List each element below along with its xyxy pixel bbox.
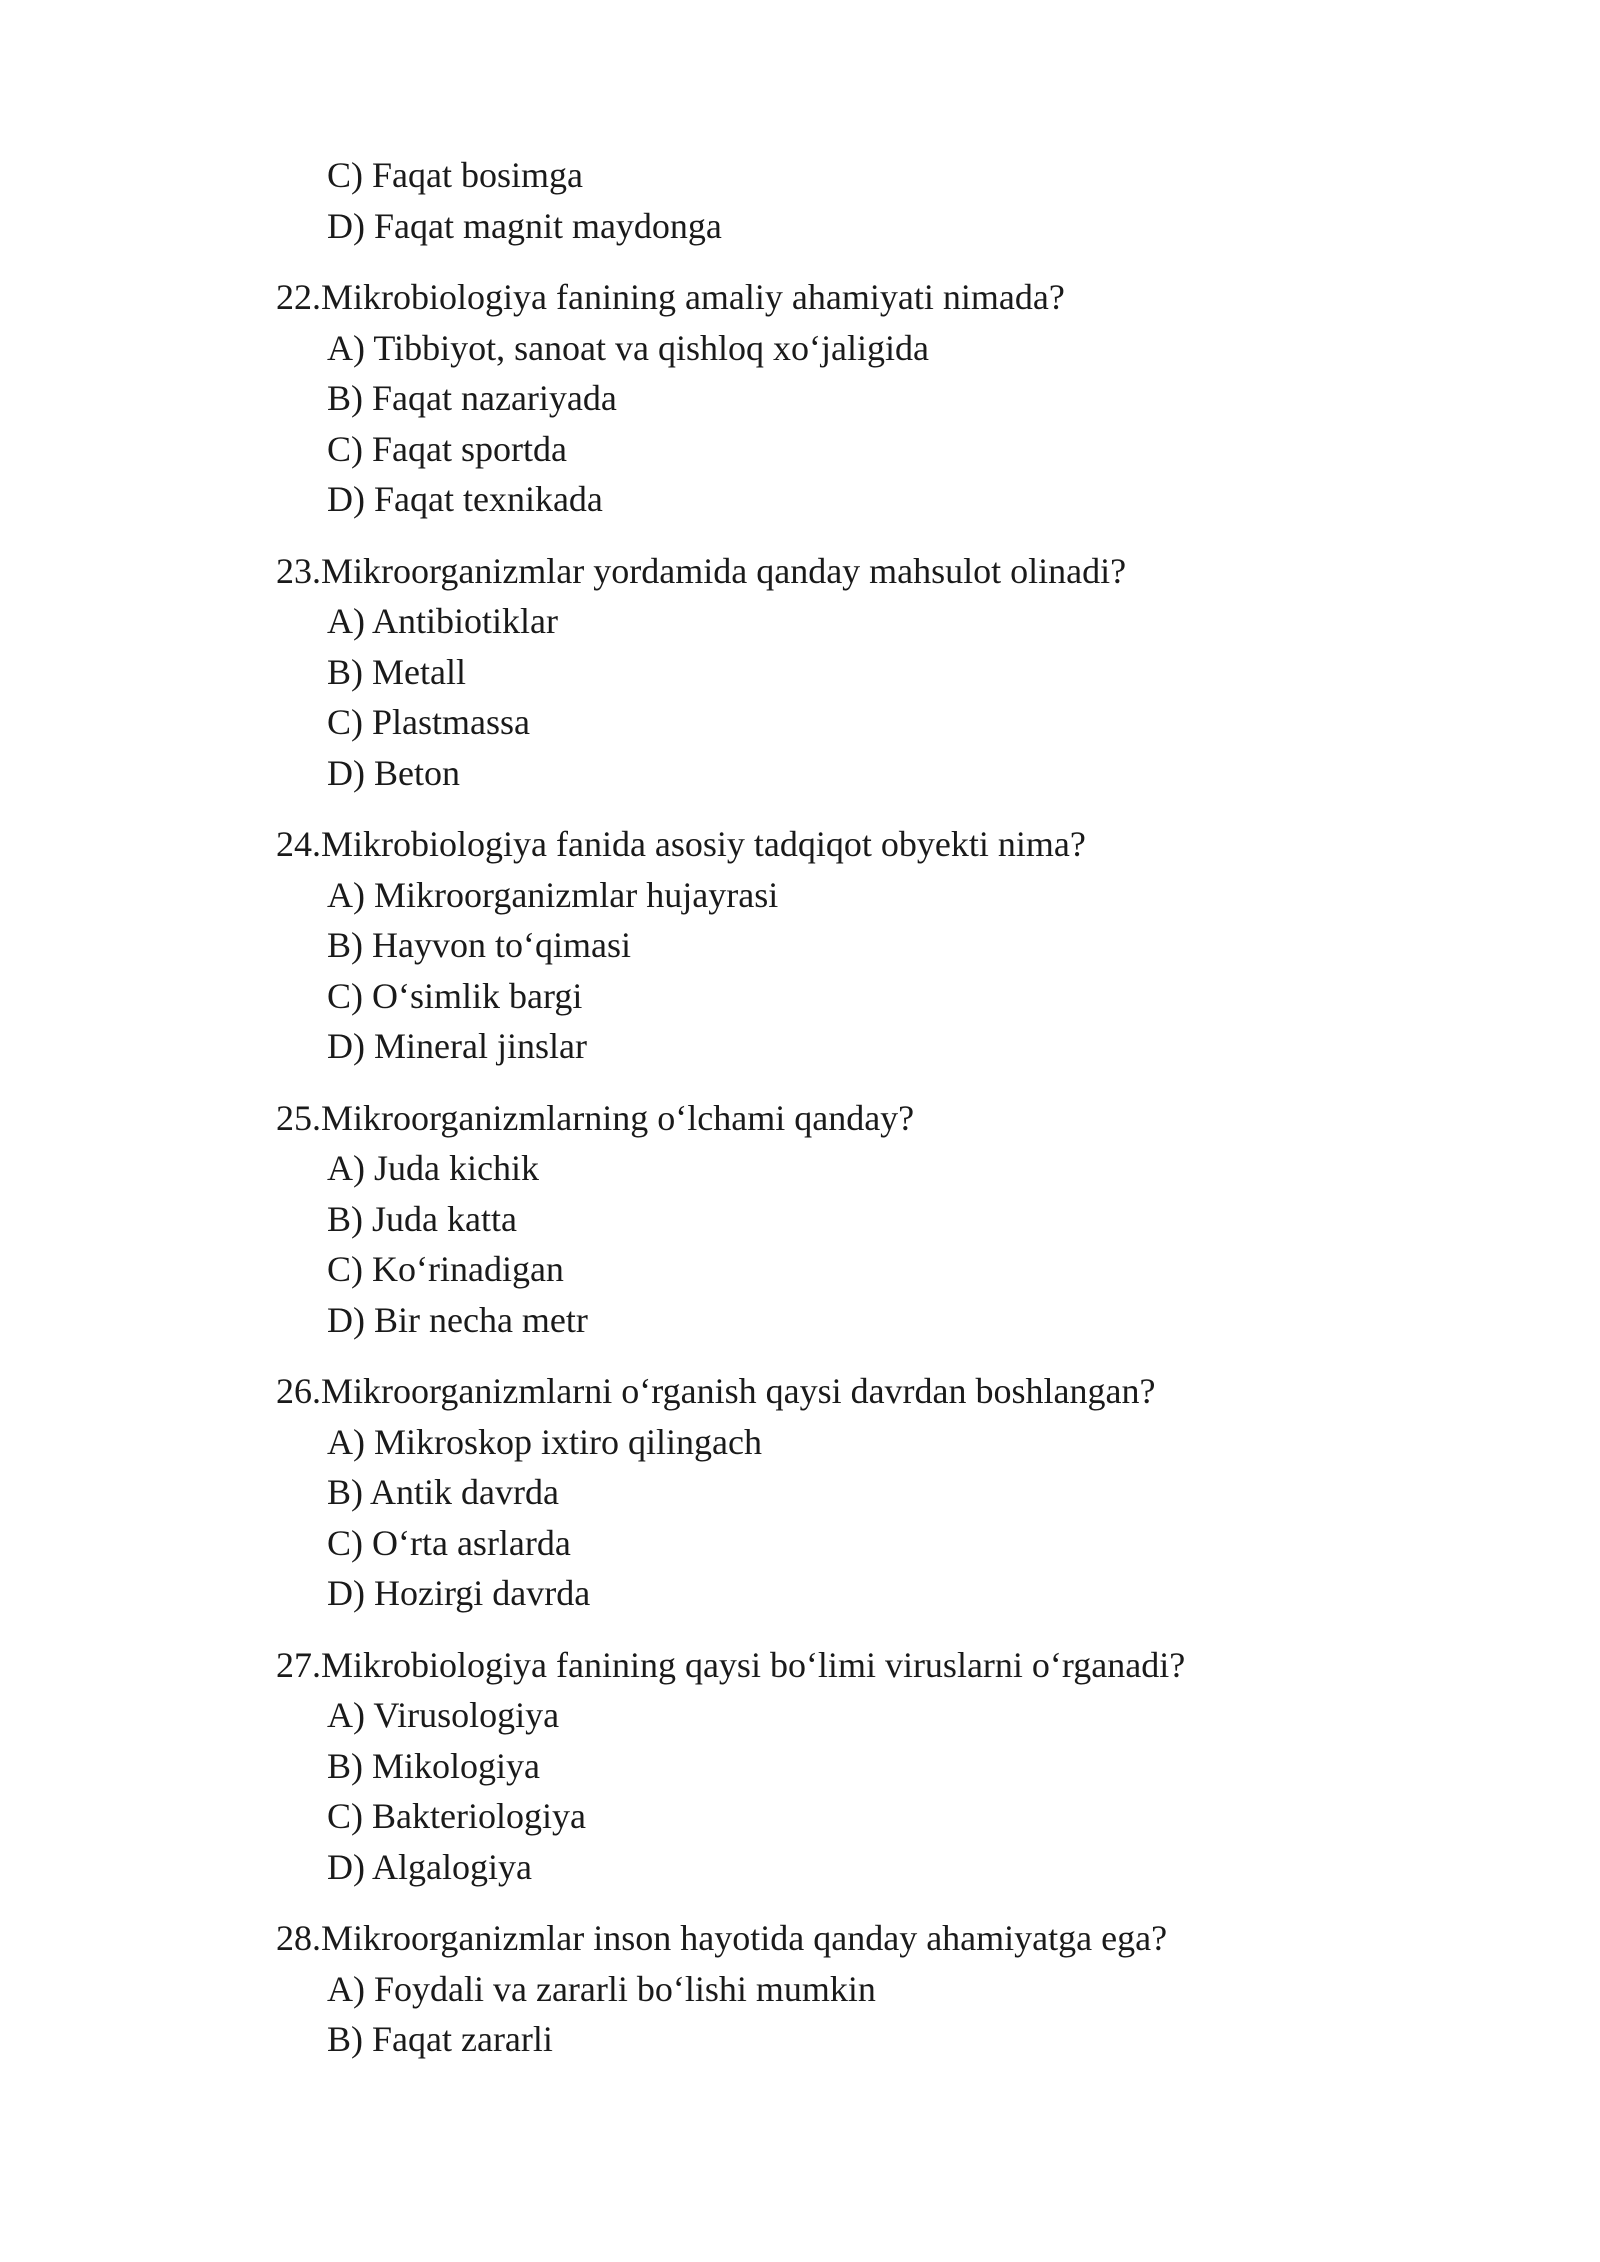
- option: B) Antik davrda: [327, 1472, 559, 1512]
- option: A) Antibiotiklar: [327, 601, 558, 641]
- question-block-22: [276, 272, 1376, 525]
- option: D) Bir necha metr: [327, 1299, 588, 1340]
- option: B) Mikologiya: [327, 1745, 540, 1786]
- option: B) Hayvon to‘qimasi: [327, 925, 631, 965]
- option: C) Ko‘rinadigan: [327, 1249, 564, 1289]
- option: C) Faqat bosimga: [327, 155, 583, 195]
- question-block-24: [276, 819, 1376, 1072]
- question-block-26: [276, 1366, 1376, 1619]
- question-block-23: [276, 546, 1376, 799]
- option: D) Mineral jinslar: [327, 1026, 587, 1066]
- option: D) Beton: [327, 752, 460, 793]
- question-block-28: [276, 1913, 1376, 2065]
- question-text: 23.Mikroorganizmlar yordamida qanday mahsulot olinadi?: [276, 550, 1127, 591]
- leading-options: [276, 150, 1376, 251]
- option: A) Mikroskop ixtiro qilingach: [327, 1421, 762, 1462]
- question-text: 27.Mikrobiologiya fanining qaysi bo‘limi viruslarni o‘rganadi?: [276, 1644, 1186, 1685]
- option: A) Foydali va zararli bo‘lishi mumkin: [327, 1968, 876, 2009]
- question-text: 28.Mikroorganizmlar inson hayotida qanday ahamiyatga ega?: [276, 1918, 1168, 1958]
- option: B) Juda katta: [327, 1198, 517, 1239]
- question-text: 22.Mikrobiologiya fanining amaliy ahamiyati nimada?: [276, 277, 1065, 317]
- question-block-25: [276, 1093, 1376, 1346]
- option: D) Algalogiya: [327, 1846, 532, 1887]
- question-text: 24.Mikrobiologiya fanida asosiy tadqiqot obyekti nima?: [276, 824, 1086, 864]
- option: B) Metall: [327, 651, 466, 692]
- option: A) Juda kichik: [327, 1148, 539, 1188]
- option: A) Virusologiya: [327, 1695, 560, 1735]
- option: B) Faqat nazariyada: [327, 378, 617, 418]
- option: A) Tibbiyot, sanoat va qishloq xo‘jaligida: [327, 327, 929, 368]
- option: D) Faqat magnit maydonga: [327, 205, 722, 246]
- question-block-27: [276, 1640, 1376, 1893]
- option: C) Bakteriologiya: [327, 1796, 586, 1836]
- question-text: 26.Mikroorganizmlarni o‘rganish qaysi davrdan boshlangan?: [276, 1371, 1156, 1411]
- option: C) O‘simlik bargi: [327, 975, 583, 1016]
- option: D) Hozirgi davrda: [327, 1573, 591, 1613]
- option: A) Mikroorganizmlar hujayrasi: [327, 874, 779, 915]
- question-text: 25.Mikroorganizmlarning o‘lchami qanday?: [276, 1097, 915, 1138]
- option: C) Faqat sportda: [327, 428, 567, 469]
- quiz-content: [276, 150, 1376, 2065]
- option: D) Faqat texnikada: [327, 479, 603, 519]
- option: B) Faqat zararli: [327, 2019, 553, 2059]
- option: C) O‘rta asrlarda: [327, 1522, 571, 1563]
- option: C) Plastmassa: [327, 702, 530, 742]
